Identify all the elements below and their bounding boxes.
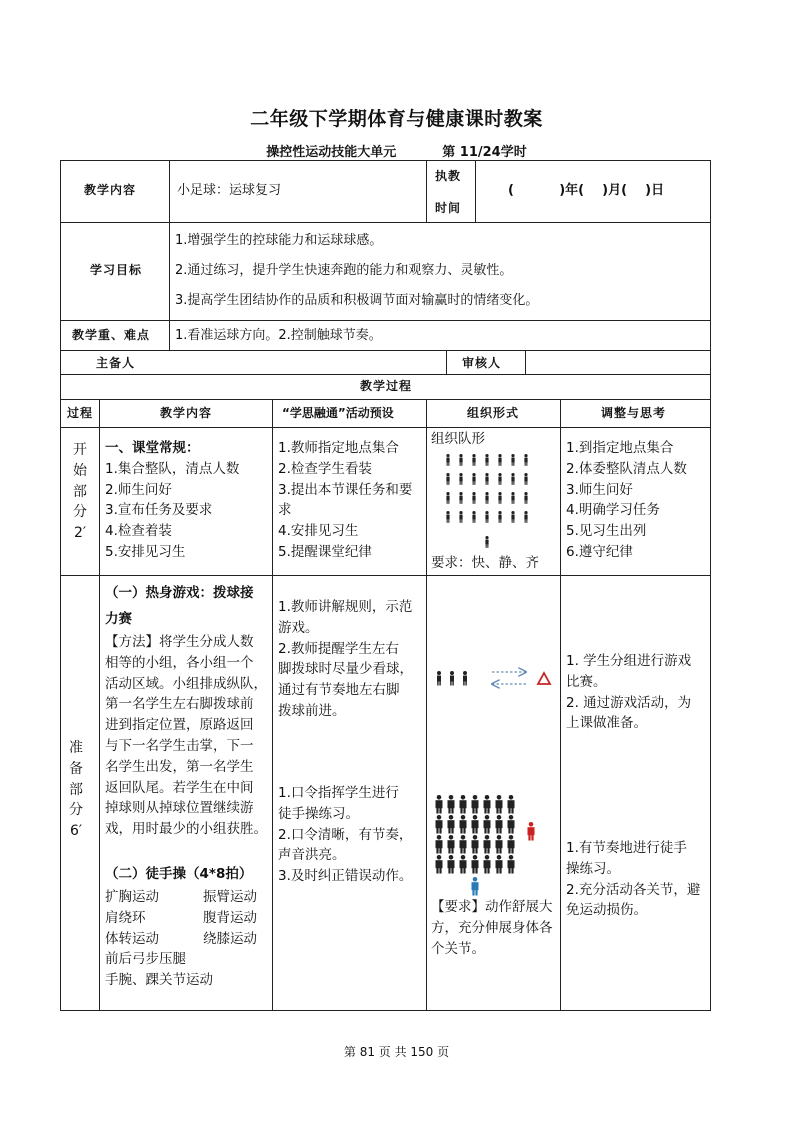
start-stage-label: 开 始 部 分 2′ [73,442,87,542]
date-label-top: 执教 [435,169,462,183]
prep-reflection-drill: 1.有节奏地进行徒手 操练习。 2.充分活动各关节，避 免运动损伤。 [566,840,701,919]
drill-assistant-marker [472,877,479,896]
goals-label: 学习目标 [90,263,143,277]
formation-row-3 [446,492,527,504]
formation-row-2 [446,473,527,485]
org-requirement: 要求：快、静、齐 [431,555,539,571]
drill-title: （二）徒手操（4*8拍） [105,866,253,882]
content-label: 教学内容 [84,183,137,197]
goal-2: 2.通过练习，提升学生快速奔跑的能力和观察力、灵敏性。 [175,263,513,278]
process-title: 教学过程 [360,379,413,393]
drill-row-2 [436,815,515,834]
drill-teacher-marker [528,822,535,841]
relay-student-3 [463,671,467,686]
org-formation-title: 组织队形 [431,431,485,447]
date-label-bottom: 时间 [435,201,462,215]
drill-formation-diagram [430,794,556,898]
drill-row-4 [436,855,515,874]
document-title: 二年级下学期体育与健康课时教案 [250,108,543,130]
col-content: 教学内容 [160,406,213,420]
goal-1: 1.增强学生的控球能力和运球球感。 [175,233,383,248]
drill-row-1 [436,795,515,814]
reviewer-label: 审核人 [462,356,502,370]
cone-icon [538,673,550,684]
relay-student-1 [437,671,441,686]
drill-list: 扩胸运动 振臂运动 肩绕环 腹背运动 体转运动 绕膝运动 前后弓步压腿 手腕、踝关节运动 [105,889,257,989]
formation-row-4 [446,511,527,523]
content-value: 小足球：运球复习 [177,183,282,198]
teacher-marker [485,536,488,548]
page-footer: 第 81 页 共 150 页 [343,1045,450,1059]
document-subtitle [0,141,793,160]
start-content: 一、课堂常规： 1.集合整队，清点人数 2.师生问好 3.宣布任务及要求 4.检查着装 5.安排见习生 [105,440,240,560]
formation-diagram [436,448,546,552]
col-stage: 过程 [67,406,94,420]
key-points-value: 1.看准运球方向。2.控制触球节奏。 [175,328,382,343]
prep-reflection-game: 1. 学生分组进行游戏 比赛。 2. 通过游戏活动，为 上课做准备。 [566,653,692,732]
drill-row-3 [436,835,515,854]
start-activities: 1.教师指定地点集合 2.检查学生看装 3.提出本节课任务和要 求 4.安排见习生 5.提醒课堂纪律 [278,440,413,560]
prep-org-requirement: 【要求】动作舒展大 方，充分伸展身体各 个关节。 [431,899,553,957]
goal-3: 3.提高学生团结协作的品质和积极调节面对输赢时的情绪变化。 [175,293,539,308]
col-reflection: 调整与思考 [601,406,667,420]
formation-row-1 [446,454,527,466]
relay-student-2 [450,671,454,686]
prep-activities-game: 1.教师讲解规则，示范 游戏。 2.教师提醒学生左右 脚拨球时尽量少看球， 通过有节奏地左右脚 拨球前进。 [278,599,413,719]
date-value: ( )年( )月( )日 [508,183,665,198]
start-reflection: 1.到指定地点集合 2.体委整队清点人数 3.师生问好 4.明确学习任务 5.见习生出列 6.遵守纪律 [566,440,687,560]
prep-content: （一）热身游戏：拨球接 力赛 【方法】将学生分成人数 相等的小组，各小组一个 活动区域。小组排成纵队， 第一名学生左右脚拨球前 进到指定位置，原路返回 与下一名学生击掌，下一 名学生出发，第一名学生 返回队尾。若学生在中间 掉球则从掉球位置继续游 戏，用时最少的小组获胜。 [105,585,267,838]
col-activity: “学思融通”活动预设 [282,406,394,420]
col-organization: 组织形式 [467,406,520,420]
lesson-number: 第 11/24学时 [442,145,527,160]
prep-stage-label: 准 备 部 分 6′ [69,740,83,840]
unit-name: 操控性运动技能大单元 [266,145,397,160]
relay-diagram [430,662,556,692]
key-points-label: 教学重、难点 [72,328,151,342]
prep-activities-drill: 1.口令指挥学生进行 徒手操练习。 2.口令清晰，有节奏， 声音洪亮。 3.及时纠正错误动作。 [278,785,413,885]
preparer-label: 主备人 [96,356,136,370]
